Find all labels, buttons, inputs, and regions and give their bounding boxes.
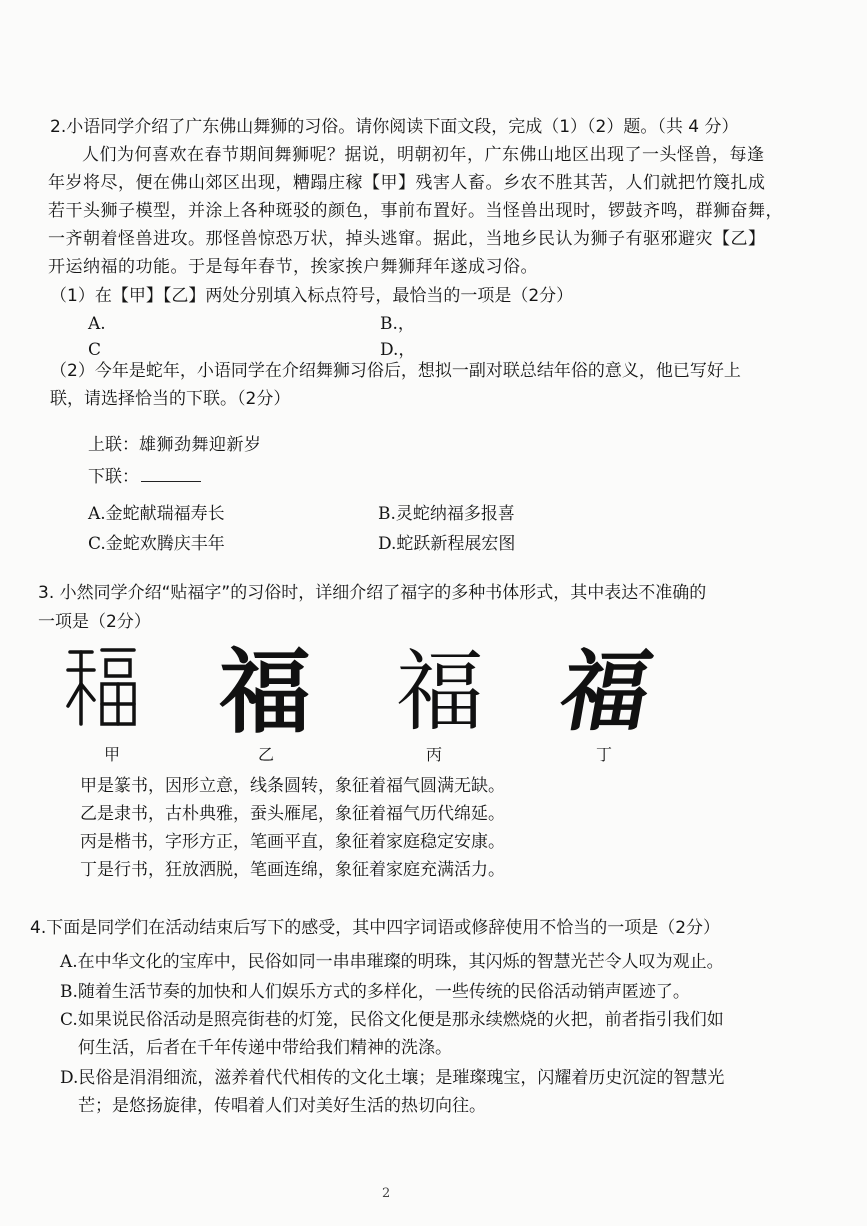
q3-stem-2: 一项是（2分） xyxy=(38,612,151,632)
q2-sub1-option-b: B.， xyxy=(380,314,415,334)
q3-option-yi: 乙是隶书，古朴典雅，蚕头雁尾，象征着福气历代绵延。 xyxy=(80,804,505,824)
caption-jia: 甲 xyxy=(104,745,121,764)
q4-option-c-line-2: 何生活，后者在千年传递中带给我们精神的洗涤。 xyxy=(78,1038,452,1058)
caption-ding: 丁 xyxy=(596,745,613,764)
q3-option-ding: 丁是行书，狂放洒脱，笔画连绵，象征着家庭充满活力。 xyxy=(80,860,505,880)
couplet-upper-label: 上联： xyxy=(88,435,139,455)
q2-passage-line-4: 一齐朝着怪兽进攻。那怪兽惊恐万状，掉头逃窜。据此，当地乡民认为狮子有驱邪避灾【乙】 xyxy=(48,229,766,249)
couplet-lower-label: 下联： xyxy=(88,467,139,487)
q2-passage-line-1: 人们为何喜欢在春节期间舞狮呢？据说，明朝初年，广东佛山地区出现了一头怪兽，每逢 xyxy=(82,145,765,165)
glyph-regular: 福 xyxy=(395,640,484,743)
q2-sub2-option-b: B.灵蛇纳福多报喜 xyxy=(378,504,515,524)
q2-sub1-option-c: C xyxy=(88,340,102,360)
answer-blank xyxy=(141,467,201,482)
q2-sub1-stem: （1）在【甲】【乙】两处分别填入标点符号，最恰当的一项是（2分） xyxy=(50,286,574,306)
q4-stem: 4.下面是同学们在活动结束后写下的感受，其中四字词语或修辞使用不恰当的一项是（2分） xyxy=(30,918,721,938)
q2-sub1-option-d: D.， xyxy=(380,340,416,360)
q2-passage-line-3: 若干头狮子模型，并涂上各种斑驳的颜色，事前布置好。当怪兽出现时，锣鼓齐鸣，群狮奋舞， xyxy=(48,201,783,221)
couplet-upper-text: 雄狮劲舞迎新岁 xyxy=(139,435,262,455)
q2-sub2-option-a: A.金蛇献瑞福寿长 xyxy=(88,504,225,524)
couplet-lower xyxy=(88,466,201,488)
q2-passage-line-2: 年岁将尽，便在佛山郊区出现，糟蹋庄稼【甲】残害人畜。乡农不胜其苦，人们就把竹篾扎成 xyxy=(48,173,766,193)
q4-option-d-line-1: D.民俗是涓涓细流，滋养着代代相传的文化土壤；是璀璨瑰宝，闪耀着历史沉淀的智慧光 xyxy=(60,1068,725,1088)
calligraphy-running-script xyxy=(544,640,670,743)
caption-yi: 乙 xyxy=(258,745,275,764)
q2-passage-line-5: 开运纳福的功能。于是每年春节，挨家挨户舞狮拜年遂成习俗。 xyxy=(48,257,538,277)
q3-stem-1: 3. 小然同学介绍“贴福字”的习俗时，详细介绍了福字的多种书体形式，其中表达不准确的 xyxy=(38,583,707,603)
page-number: 2 xyxy=(382,1186,391,1201)
q4-option-b: B.随着生活节奏的加快和人们娱乐方式的多样化，一些传统的民俗活动销声匿迹了。 xyxy=(60,982,690,1002)
q2-sub2-stem-1: （2）今年是蛇年，小语同学在介绍舞狮习俗后，想拟一副对联总结年俗的意义，他已写好上 xyxy=(50,361,741,381)
caption-bing: 丙 xyxy=(426,745,443,764)
q3-option-jia: 甲是篆书，因形立意，线条圆转，象征着福气圆满无缺。 xyxy=(80,776,505,796)
q2-sub1-option-a: A. xyxy=(88,314,106,334)
calligraphy-seal-script xyxy=(55,640,145,730)
calligraphy-clerical-script xyxy=(200,638,330,746)
calligraphy-regular-script xyxy=(385,640,495,743)
q2-header: 2.小语同学介绍了广东佛山舞狮的习俗。请你阅读下面文段，完成（1）（2）题。（共 4 分） xyxy=(50,117,739,137)
glyph-clerical: 福 xyxy=(218,638,311,746)
glyph-running: 福 xyxy=(552,640,659,743)
couplet-upper xyxy=(88,434,262,456)
q3-option-bing: 丙是楷书，字形方正，笔画平直，象征着家庭稳定安康。 xyxy=(80,832,505,852)
q4-option-d-line-2: 芒；是悠扬旋律，传唱着人们对美好生活的热切向往。 xyxy=(78,1096,486,1116)
q2-sub2-option-d: D.蛇跃新程展宏图 xyxy=(378,534,516,554)
q4-option-a: A.在中华文化的宝库中，民俗如同一串串璀璨的明珠，其闪烁的智慧光芒令人叹为观止。 xyxy=(60,952,724,972)
q2-sub2-stem-2: 联，请选择恰当的下联。（2分） xyxy=(50,389,291,409)
q4-option-c-line-1: C.如果说民俗活动是照亮街巷的灯笼，民俗文化便是那永续燃烧的火把，前者指引我们如 xyxy=(60,1010,724,1030)
q2-sub2-option-c: C.金蛇欢腾庆丰年 xyxy=(88,534,225,554)
